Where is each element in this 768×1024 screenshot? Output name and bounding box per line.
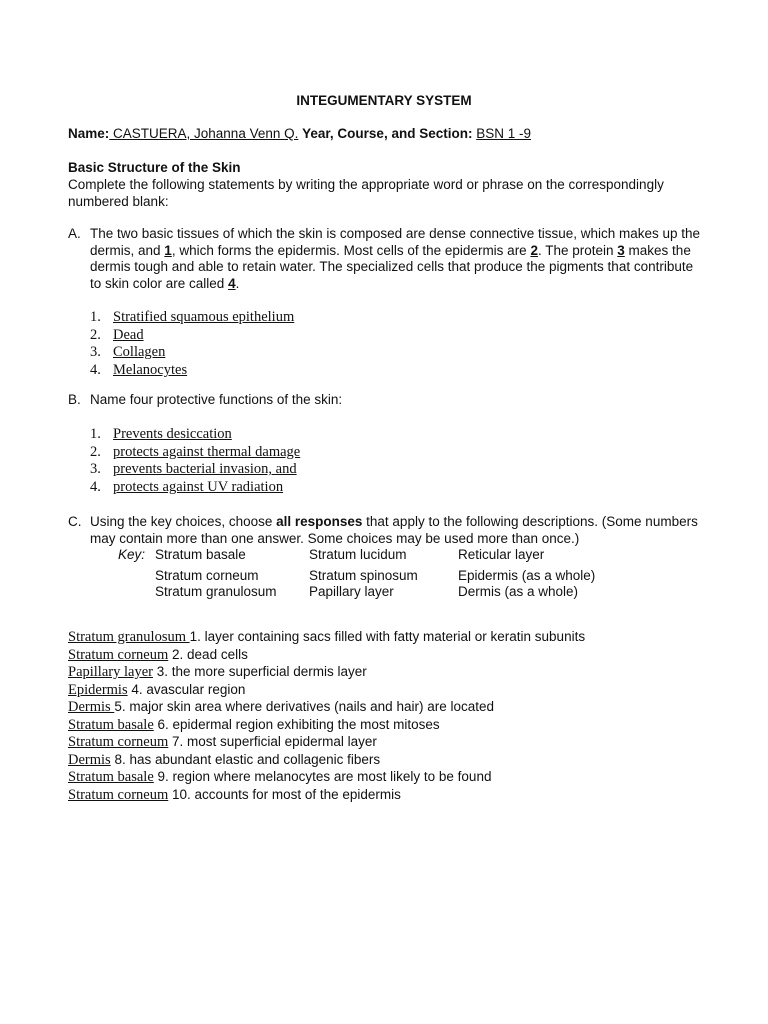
list-item — [68, 698, 585, 716]
key-choice: Reticular layer — [458, 547, 545, 562]
list-item — [68, 786, 585, 804]
answer-text: Stratum granulosum — [68, 629, 190, 645]
description-text: 10. accounts for most of the epidermis — [168, 786, 401, 802]
key-choice: Stratum lucidum — [309, 547, 407, 562]
part-b-statement — [68, 392, 708, 409]
list-item: 2. Dead — [90, 326, 144, 343]
answer-text: Stratified squamous epithelium — [113, 309, 295, 325]
key-choice: Stratum spinosum — [309, 568, 418, 583]
description-text: 6. epidermal region exhibiting the most mitoses — [153, 716, 440, 732]
answer-text: Stratum basale — [68, 769, 154, 785]
part-c-text: Using the key choices, choose all responses that apply to the following descriptions. (Some numbers may contain more than one answer. Some choices may be used more than once.) — [90, 514, 698, 546]
list-item — [68, 646, 585, 664]
answer-text: protects against UV radiation — [113, 479, 284, 496]
key-choice: Epidermis (as a whole) — [458, 568, 596, 583]
description-answers — [68, 628, 585, 803]
list-item — [68, 628, 585, 646]
answer-text: protects against thermal damage — [113, 443, 301, 460]
part-c-statement — [68, 514, 708, 547]
answer-text: Collagen — [113, 344, 166, 361]
list-item — [68, 768, 585, 786]
student-info-line — [68, 125, 531, 142]
description-text: 8. has abundant elastic and collagenic fibers — [110, 751, 381, 767]
description-text: 5. major skin area where derivatives (nails and hair) are located — [114, 699, 494, 714]
answer-text: Epidermis — [68, 681, 128, 698]
description-text: 1. layer containing sacs filled with fatty material or keratin subunits — [189, 629, 586, 644]
list-item — [68, 751, 585, 769]
year-course-section-value: BSN 1 -9 — [476, 126, 531, 141]
answer-text: Dead — [113, 326, 144, 343]
answer-text: Melanocytes — [113, 362, 188, 379]
key-label: Key: — [118, 547, 146, 562]
list-item: 3. prevents bacterial invasion, and — [90, 461, 297, 478]
answer-text: Papillary layer — [68, 664, 153, 680]
list-item: 1. Prevents desiccation — [90, 426, 232, 442]
answer-text: prevents bacterial invasion, and — [113, 461, 297, 478]
blank-4: 4 — [228, 275, 236, 291]
part-a-text: The two basic tissues of which the skin is composed are dense connective tissue, which makes up the dermis, and 1, which forms the epidermis. Most cells of the epidermis are 2. The protein 3 makes the dermis tough and able to retain water. The specialized cells that produce the pigments that contribute to skin color are called 4. — [90, 226, 701, 291]
list-item — [68, 663, 585, 681]
description-text: 7. most superficial epidermal layer — [168, 734, 377, 749]
list-item: 4. protects against UV radiation — [90, 479, 284, 496]
answer-text: Stratum basale — [68, 716, 154, 733]
answer-text: Prevents desiccation — [113, 426, 232, 442]
list-item: 4. Melanocytes — [90, 362, 188, 379]
answer-text: Dermis — [68, 699, 115, 715]
key-choice: Papillary layer — [309, 584, 394, 599]
blank-3: 3 — [617, 242, 625, 258]
part-b-text: Name four protective functions of the skin: — [90, 392, 343, 407]
description-text: 3. the more superficial dermis layer — [152, 664, 367, 679]
year-course-section-label: Year, Course, and Section: — [302, 126, 473, 141]
key-choice: Stratum corneum — [155, 568, 259, 583]
part-b-answers — [90, 425, 300, 496]
part-a-label: A. — [68, 226, 81, 241]
answer-text: Stratum corneum — [68, 786, 169, 803]
list-item: 2. protects against thermal damage — [90, 443, 301, 460]
part-a-statement — [68, 226, 708, 292]
list-item — [68, 716, 585, 734]
description-text: 2. dead cells — [168, 646, 248, 662]
part-b-label: B. — [68, 392, 81, 407]
blank-1: 1 — [164, 242, 172, 258]
part-c-label: C. — [68, 514, 82, 529]
key-choice: Dermis (as a whole) — [458, 584, 579, 599]
description-text: 4. avascular region — [127, 681, 246, 697]
list-item — [68, 733, 585, 751]
description-text: 9. region where melanocytes are most likely to be found — [153, 769, 492, 784]
instructions: Complete the following statements by writing the appropriate word or phrase on the correspondingly numbered blank: — [68, 177, 664, 209]
section-heading: Basic Structure of the Skin — [68, 160, 241, 175]
name-value: CASTUERA, Johanna Venn Q. — [109, 126, 299, 141]
answer-text: Stratum corneum — [68, 734, 169, 750]
key-choice: Stratum basale — [155, 547, 246, 562]
list-item: 3. Collagen — [90, 344, 166, 361]
document-title: INTEGUMENTARY SYSTEM — [296, 93, 472, 108]
answer-text: Dermis — [68, 751, 111, 768]
list-item — [68, 681, 585, 699]
part-a-answers — [90, 308, 294, 379]
list-item: 1. Stratified squamous epithelium — [90, 309, 295, 325]
name-label: Name: — [68, 126, 110, 141]
blank-2: 2 — [530, 242, 538, 258]
answer-text: Stratum corneum — [68, 646, 169, 663]
key-choice: Stratum granulosum — [155, 584, 277, 599]
